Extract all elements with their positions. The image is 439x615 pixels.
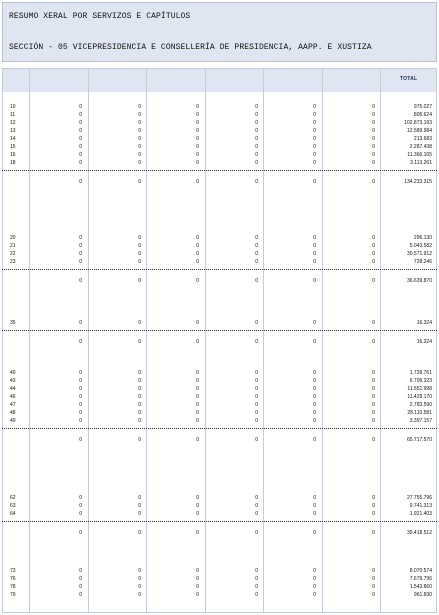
row-value: 0 <box>255 120 258 126</box>
row-value: 0 <box>372 339 375 345</box>
row-total: 3.113.261 <box>410 160 432 166</box>
row-value: 0 <box>138 144 141 150</box>
row-value: 0 <box>313 503 316 509</box>
row-value: 0 <box>255 179 258 185</box>
subtotal-row <box>2 277 437 285</box>
row-value: 0 <box>255 378 258 384</box>
row-value: 0 <box>79 128 82 134</box>
row-total: 213.683 <box>413 136 432 142</box>
row-value: 0 <box>138 339 141 345</box>
group-separator <box>2 269 437 270</box>
row-value: 0 <box>255 584 258 590</box>
table-row <box>2 385 437 393</box>
table-row <box>2 143 437 151</box>
row-value: 0 <box>313 530 316 536</box>
row-total: 1.739.761 <box>409 370 432 376</box>
table-row <box>2 567 437 575</box>
row-value: 0 <box>255 530 258 536</box>
row-value: 0 <box>196 410 199 416</box>
row-value: 0 <box>255 503 258 509</box>
row-value: 0 <box>79 503 82 509</box>
row-code: 47 <box>10 402 16 408</box>
row-value: 0 <box>138 511 141 517</box>
row-value: 0 <box>138 259 141 265</box>
row-value: 0 <box>313 243 316 249</box>
row-value: 0 <box>313 120 316 126</box>
row-total: 6.706.323 <box>409 378 432 384</box>
row-code: 18 <box>10 160 16 166</box>
row-value: 0 <box>372 394 375 400</box>
row-value: 0 <box>138 179 141 185</box>
row-total: 65.717.570 <box>406 437 432 443</box>
row-value: 0 <box>372 530 375 536</box>
row-value: 0 <box>196 136 199 142</box>
row-value: 0 <box>313 410 316 416</box>
row-total: 805.624 <box>413 112 432 118</box>
row-value: 0 <box>196 576 199 582</box>
row-value: 0 <box>313 370 316 376</box>
row-value: 0 <box>196 339 199 345</box>
row-value: 0 <box>79 104 82 110</box>
table-row <box>2 151 437 159</box>
row-value: 0 <box>196 144 199 150</box>
row-total: 961.830 <box>413 592 432 598</box>
row-value: 0 <box>138 120 141 126</box>
table-row <box>2 103 437 111</box>
row-code: 20 <box>10 235 16 241</box>
row-value: 0 <box>79 568 82 574</box>
row-value: 0 <box>196 112 199 118</box>
row-value: 0 <box>313 437 316 443</box>
row-value: 0 <box>313 320 316 326</box>
row-code: 62 <box>10 495 16 501</box>
row-value: 0 <box>196 503 199 509</box>
row-value: 0 <box>255 495 258 501</box>
row-value: 0 <box>79 259 82 265</box>
row-total: 1.543.860 <box>409 584 432 590</box>
row-total: 3.397.157 <box>409 418 432 424</box>
row-value: 0 <box>372 576 375 582</box>
row-value: 0 <box>372 437 375 443</box>
row-value: 0 <box>313 104 316 110</box>
row-value: 0 <box>196 278 199 284</box>
row-value: 0 <box>79 152 82 158</box>
row-total: 11.429.170 <box>407 394 432 400</box>
row-value: 0 <box>138 394 141 400</box>
row-value: 0 <box>138 530 141 536</box>
row-code: 13 <box>10 128 16 134</box>
row-value: 0 <box>196 386 199 392</box>
row-total: 28.110.581 <box>407 410 432 416</box>
row-total: 16.324 <box>416 320 432 326</box>
row-value: 0 <box>313 386 316 392</box>
row-code: 44 <box>10 386 16 392</box>
row-value: 0 <box>313 592 316 598</box>
row-total: 11.551.998 <box>407 386 432 392</box>
row-code: 23 <box>10 259 16 265</box>
group-separator <box>2 170 437 171</box>
row-value: 0 <box>372 136 375 142</box>
row-total: 12.589.984 <box>406 128 432 134</box>
row-value: 0 <box>79 120 82 126</box>
subtotal-row <box>2 436 437 444</box>
row-value: 0 <box>196 394 199 400</box>
row-value: 0 <box>255 235 258 241</box>
row-total: 16.324 <box>416 339 432 345</box>
row-value: 0 <box>138 278 141 284</box>
row-value: 0 <box>138 576 141 582</box>
row-code: 48 <box>10 410 16 416</box>
row-code: 22 <box>10 251 16 257</box>
row-value: 0 <box>79 495 82 501</box>
row-value: 0 <box>79 576 82 582</box>
group-separator <box>2 521 437 522</box>
row-value: 0 <box>138 410 141 416</box>
row-total: 2.287.438 <box>409 144 432 150</box>
row-value: 0 <box>196 104 199 110</box>
table-row <box>2 127 437 135</box>
summary-table <box>2 68 437 613</box>
table-row <box>2 119 437 127</box>
row-value: 0 <box>372 592 375 598</box>
row-value: 0 <box>313 576 316 582</box>
row-value: 0 <box>372 259 375 265</box>
row-value: 0 <box>138 235 141 241</box>
row-value: 0 <box>255 370 258 376</box>
subtotal-row <box>2 178 437 186</box>
row-value: 0 <box>313 394 316 400</box>
row-value: 0 <box>372 568 375 574</box>
row-value: 0 <box>255 592 258 598</box>
table-row <box>2 583 437 591</box>
row-value: 0 <box>138 386 141 392</box>
row-total: 728.246 <box>413 259 432 265</box>
group-separator <box>2 428 437 429</box>
row-value: 0 <box>79 179 82 185</box>
row-value: 0 <box>372 378 375 384</box>
row-total: 296.130 <box>413 235 432 241</box>
row-value: 0 <box>372 179 375 185</box>
row-code: 78 <box>10 584 16 590</box>
row-value: 0 <box>313 339 316 345</box>
row-total: 36.639.870 <box>406 278 432 284</box>
row-value: 0 <box>255 144 258 150</box>
row-value: 0 <box>79 394 82 400</box>
row-value: 0 <box>79 530 82 536</box>
row-value: 0 <box>79 320 82 326</box>
row-value: 0 <box>138 160 141 166</box>
row-total: 2.783.590 <box>409 402 432 408</box>
row-value: 0 <box>255 402 258 408</box>
row-value: 0 <box>255 410 258 416</box>
row-value: 0 <box>372 495 375 501</box>
row-value: 0 <box>313 128 316 134</box>
row-value: 0 <box>138 370 141 376</box>
row-value: 0 <box>138 152 141 158</box>
row-value: 0 <box>313 511 316 517</box>
row-value: 0 <box>255 418 258 424</box>
row-value: 0 <box>313 378 316 384</box>
table-row <box>2 159 437 167</box>
row-value: 0 <box>313 144 316 150</box>
row-value: 0 <box>138 128 141 134</box>
row-value: 0 <box>372 410 375 416</box>
row-value: 0 <box>79 235 82 241</box>
row-value: 0 <box>313 259 316 265</box>
row-total: 30.571.912 <box>406 251 432 257</box>
row-value: 0 <box>196 120 199 126</box>
table-row <box>2 319 437 327</box>
row-value: 0 <box>196 530 199 536</box>
row-value: 0 <box>138 503 141 509</box>
row-value: 0 <box>79 144 82 150</box>
subtotal-row <box>2 529 437 537</box>
group-separator <box>2 330 437 331</box>
row-value: 0 <box>138 243 141 249</box>
table-row <box>2 242 437 250</box>
row-total: 7.679.796 <box>409 576 432 582</box>
table-row <box>2 417 437 425</box>
table-row <box>2 401 437 409</box>
row-value: 0 <box>255 128 258 134</box>
row-value: 0 <box>79 243 82 249</box>
row-value: 0 <box>79 160 82 166</box>
row-value: 0 <box>79 402 82 408</box>
row-total: 975.027 <box>413 104 432 110</box>
row-value: 0 <box>79 251 82 257</box>
row-total: 27.755.796 <box>406 495 432 501</box>
row-total: 39.418.512 <box>406 530 432 536</box>
row-value: 0 <box>79 592 82 598</box>
row-value: 0 <box>196 584 199 590</box>
table-row <box>2 591 437 599</box>
row-code: 76 <box>10 576 16 582</box>
row-code: 46 <box>10 394 16 400</box>
row-value: 0 <box>255 511 258 517</box>
table-row <box>2 377 437 385</box>
row-value: 0 <box>138 136 141 142</box>
row-value: 0 <box>372 144 375 150</box>
row-code: 35 <box>10 320 16 326</box>
row-total: 5.043.582 <box>409 243 432 249</box>
row-value: 0 <box>372 418 375 424</box>
row-value: 0 <box>196 243 199 249</box>
row-value: 0 <box>196 320 199 326</box>
row-code: 63 <box>10 503 16 509</box>
row-code: 79 <box>10 592 16 598</box>
row-code: 14 <box>10 136 16 142</box>
row-value: 0 <box>79 278 82 284</box>
row-value: 0 <box>255 576 258 582</box>
row-code: 10 <box>10 104 16 110</box>
section-title: SECCIÓN - 05 VICEPRESIDENCIA E CONSELLERÍA DE PRESIDENCIA, AAPP. E XUSTIZA <box>9 43 372 52</box>
table-row <box>2 258 437 266</box>
row-value: 0 <box>138 418 141 424</box>
row-value: 0 <box>255 278 258 284</box>
row-value: 0 <box>313 179 316 185</box>
table-row <box>2 369 437 377</box>
table-row <box>2 502 437 510</box>
row-value: 0 <box>255 394 258 400</box>
row-value: 0 <box>79 112 82 118</box>
row-code: 43 <box>10 378 16 384</box>
row-value: 0 <box>313 160 316 166</box>
row-value: 0 <box>79 584 82 590</box>
row-value: 0 <box>255 104 258 110</box>
row-value: 0 <box>372 503 375 509</box>
row-value: 0 <box>255 160 258 166</box>
row-code: 16 <box>10 152 16 158</box>
row-value: 0 <box>255 136 258 142</box>
row-value: 0 <box>138 378 141 384</box>
row-value: 0 <box>196 592 199 598</box>
row-value: 0 <box>313 251 316 257</box>
table-row <box>2 494 437 502</box>
row-value: 0 <box>255 259 258 265</box>
row-total: 11.366.105 <box>407 152 432 158</box>
row-value: 0 <box>196 251 199 257</box>
row-total: 8.070.574 <box>409 568 432 574</box>
row-value: 0 <box>138 320 141 326</box>
row-value: 0 <box>372 402 375 408</box>
row-value: 0 <box>79 136 82 142</box>
row-code: 21 <box>10 243 16 249</box>
row-total: 102.873.193 <box>404 120 432 126</box>
row-total: 9.741.313 <box>409 503 432 509</box>
row-value: 0 <box>138 112 141 118</box>
row-value: 0 <box>196 179 199 185</box>
report-title: RESUMO XERAL POR SERVIZOS E CAPÍTULOS <box>9 12 191 21</box>
row-value: 0 <box>255 386 258 392</box>
row-code: 73 <box>10 568 16 574</box>
table-row <box>2 393 437 401</box>
row-value: 0 <box>313 278 316 284</box>
row-value: 0 <box>138 495 141 501</box>
row-code: 12 <box>10 120 16 126</box>
row-value: 0 <box>255 339 258 345</box>
row-value: 0 <box>372 320 375 326</box>
table-row <box>2 250 437 258</box>
row-value: 0 <box>255 152 258 158</box>
row-value: 0 <box>79 370 82 376</box>
report-header <box>2 2 437 62</box>
row-value: 0 <box>79 378 82 384</box>
row-value: 0 <box>372 235 375 241</box>
row-total: 134.233.315 <box>404 179 432 185</box>
table-row <box>2 135 437 143</box>
row-value: 0 <box>138 251 141 257</box>
row-value: 0 <box>313 152 316 158</box>
row-value: 0 <box>372 243 375 249</box>
table-row <box>2 510 437 518</box>
row-value: 0 <box>196 437 199 443</box>
column-header-row <box>2 68 437 92</box>
row-value: 0 <box>372 160 375 166</box>
row-code: 64 <box>10 511 16 517</box>
row-value: 0 <box>138 568 141 574</box>
row-value: 0 <box>372 370 375 376</box>
subtotal-row <box>2 338 437 346</box>
row-value: 0 <box>372 104 375 110</box>
row-value: 0 <box>255 243 258 249</box>
row-value: 0 <box>255 251 258 257</box>
row-value: 0 <box>79 410 82 416</box>
row-value: 0 <box>372 251 375 257</box>
table-row <box>2 575 437 583</box>
row-value: 0 <box>313 495 316 501</box>
row-value: 0 <box>255 568 258 574</box>
table-row <box>2 234 437 242</box>
row-value: 0 <box>138 437 141 443</box>
row-value: 0 <box>372 128 375 134</box>
row-value: 0 <box>255 112 258 118</box>
total-column-header: TOTAL <box>400 76 418 82</box>
row-value: 0 <box>196 259 199 265</box>
row-value: 0 <box>255 320 258 326</box>
row-value: 0 <box>196 402 199 408</box>
row-value: 0 <box>196 511 199 517</box>
row-value: 0 <box>196 418 199 424</box>
row-value: 0 <box>138 584 141 590</box>
row-value: 0 <box>196 378 199 384</box>
row-value: 0 <box>196 235 199 241</box>
row-value: 0 <box>196 370 199 376</box>
row-value: 0 <box>255 437 258 443</box>
row-code: 49 <box>10 418 16 424</box>
row-code: 15 <box>10 144 16 150</box>
row-value: 0 <box>372 112 375 118</box>
row-value: 0 <box>196 160 199 166</box>
table-row <box>2 111 437 119</box>
row-value: 0 <box>313 235 316 241</box>
row-value: 0 <box>313 584 316 590</box>
row-value: 0 <box>313 402 316 408</box>
row-value: 0 <box>313 418 316 424</box>
row-value: 0 <box>79 339 82 345</box>
row-value: 0 <box>138 104 141 110</box>
row-value: 0 <box>313 136 316 142</box>
row-value: 0 <box>196 152 199 158</box>
row-value: 0 <box>372 584 375 590</box>
row-value: 0 <box>79 511 82 517</box>
row-value: 0 <box>79 418 82 424</box>
row-value: 0 <box>196 128 199 134</box>
row-total: 1.921.403 <box>409 511 432 517</box>
row-value: 0 <box>196 495 199 501</box>
row-value: 0 <box>372 511 375 517</box>
row-value: 0 <box>372 120 375 126</box>
row-value: 0 <box>196 568 199 574</box>
row-value: 0 <box>79 437 82 443</box>
row-value: 0 <box>372 386 375 392</box>
row-value: 0 <box>372 278 375 284</box>
row-value: 0 <box>138 592 141 598</box>
row-value: 0 <box>138 402 141 408</box>
row-value: 0 <box>313 568 316 574</box>
row-value: 0 <box>372 152 375 158</box>
row-value: 0 <box>79 386 82 392</box>
table-row <box>2 409 437 417</box>
row-code: 11 <box>10 112 16 118</box>
row-value: 0 <box>313 112 316 118</box>
row-code: 40 <box>10 370 16 376</box>
